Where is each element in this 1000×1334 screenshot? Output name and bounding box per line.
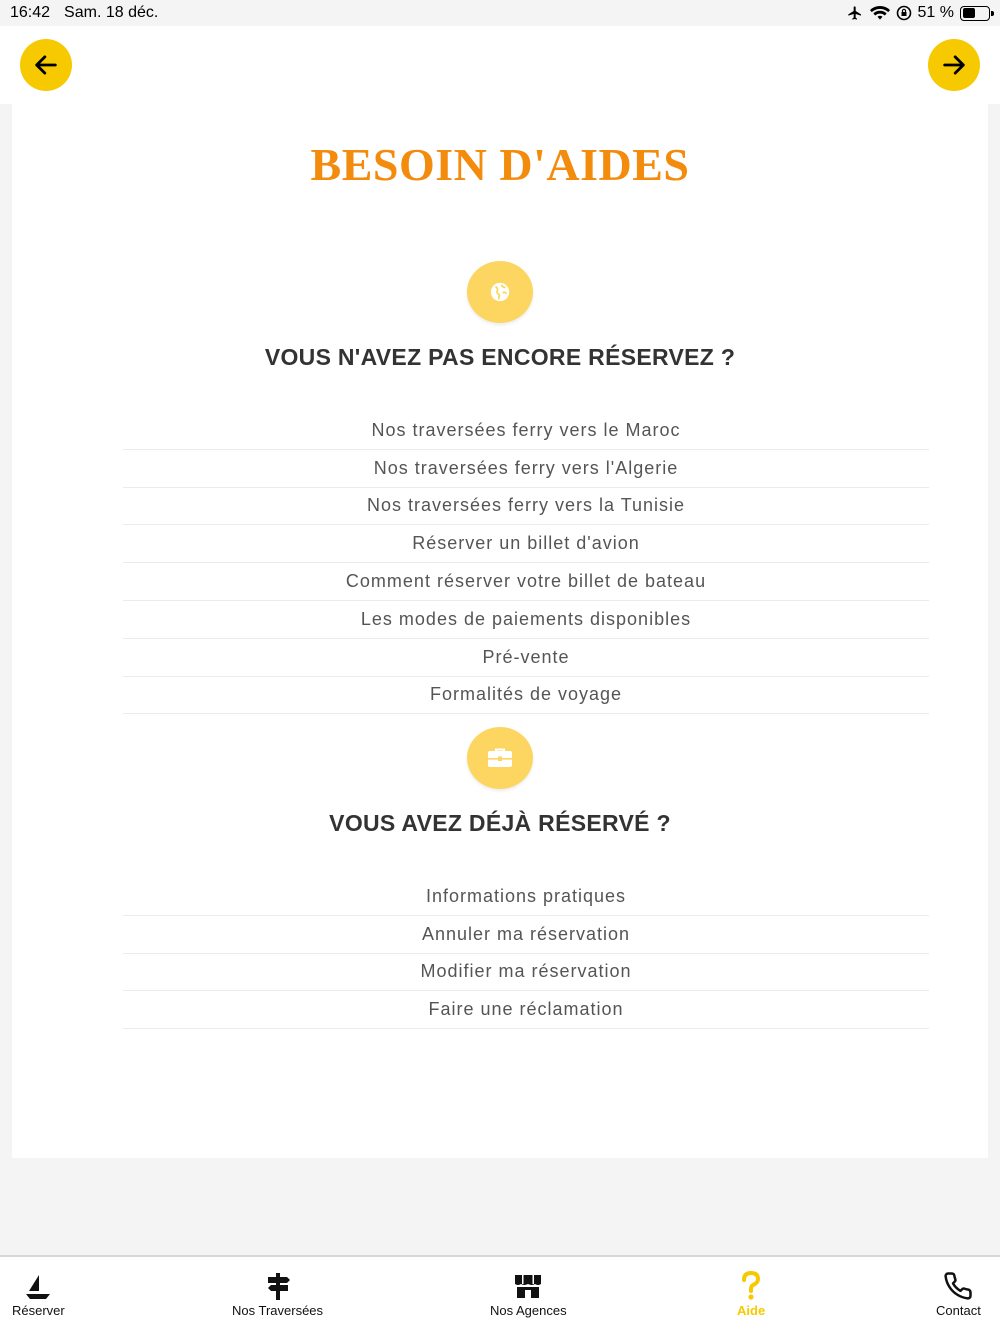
help-link-algerie[interactable]: Nos traversées ferry vers l'Algerie (123, 450, 929, 488)
bottom-tab-bar (0, 1255, 1000, 1334)
signpost-icon (265, 1271, 291, 1301)
help-link-paiements[interactable]: Les modes de paiements disponibles (123, 601, 929, 639)
tab-label: Contact (936, 1303, 981, 1318)
tab-label: Nos Traversées (232, 1303, 324, 1318)
briefcase-icon (487, 747, 513, 769)
tab-nos-traversees[interactable] (232, 1271, 323, 1318)
arrow-right-icon (940, 51, 968, 79)
sailboat-icon (25, 1271, 51, 1301)
help-link-infos-pratiques[interactable]: Informations pratiques (123, 878, 929, 916)
link-list-not-booked (123, 412, 929, 714)
battery-icon (960, 6, 990, 21)
battery-percent: 51 % (917, 4, 954, 21)
section-icon-already-booked (467, 727, 533, 789)
arrow-left-icon (32, 51, 60, 79)
tab-reserver[interactable] (12, 1271, 65, 1318)
status-time: 16:42 (10, 4, 51, 21)
back-button[interactable] (20, 39, 72, 91)
link-list-already-booked (123, 878, 929, 1029)
tab-label: Réserver (12, 1303, 65, 1318)
help-link-maroc[interactable]: Nos traversées ferry vers le Maroc (123, 412, 929, 450)
tab-aide[interactable] (737, 1271, 765, 1318)
help-link-annuler[interactable]: Annuler ma réservation (123, 916, 929, 954)
globe-icon (489, 281, 511, 303)
tab-nos-agences[interactable] (490, 1271, 567, 1318)
question-icon (740, 1271, 762, 1301)
phone-icon (943, 1271, 973, 1301)
tab-contact[interactable] (936, 1271, 981, 1318)
help-link-avion[interactable]: Réserver un billet d'avion (123, 525, 929, 563)
help-link-reclamation[interactable]: Faire une réclamation (123, 991, 929, 1029)
airplane-icon (846, 5, 864, 21)
top-navigation-bar (0, 26, 1000, 104)
help-link-modifier[interactable]: Modifier ma réservation (123, 954, 929, 992)
forward-button[interactable] (928, 39, 980, 91)
section-heading-already-booked: VOUS AVEZ DÉJÀ RÉSERVÉ ? (329, 810, 671, 836)
tab-label: Nos Agences (490, 1303, 567, 1318)
store-icon (513, 1271, 543, 1301)
help-link-comment-reserver[interactable]: Comment réserver votre billet de bateau (123, 563, 929, 601)
status-bar (0, 0, 1000, 26)
rotation-lock-icon (896, 5, 912, 21)
status-date: Sam. 18 déc. (64, 4, 159, 21)
section-icon-not-booked (467, 261, 533, 323)
wifi-icon (870, 5, 890, 21)
help-content (12, 104, 988, 1158)
section-heading-not-booked: VOUS N'AVEZ PAS ENCORE RÉSERVEZ ? (264, 344, 736, 370)
tab-label: Aide (737, 1303, 766, 1318)
page-title: BESOIN D'AIDES (310, 139, 690, 190)
help-link-pre-vente[interactable]: Pré-vente (123, 639, 929, 677)
help-link-tunisie[interactable]: Nos traversées ferry vers la Tunisie (123, 488, 929, 526)
help-link-formalites[interactable]: Formalités de voyage (123, 677, 929, 715)
